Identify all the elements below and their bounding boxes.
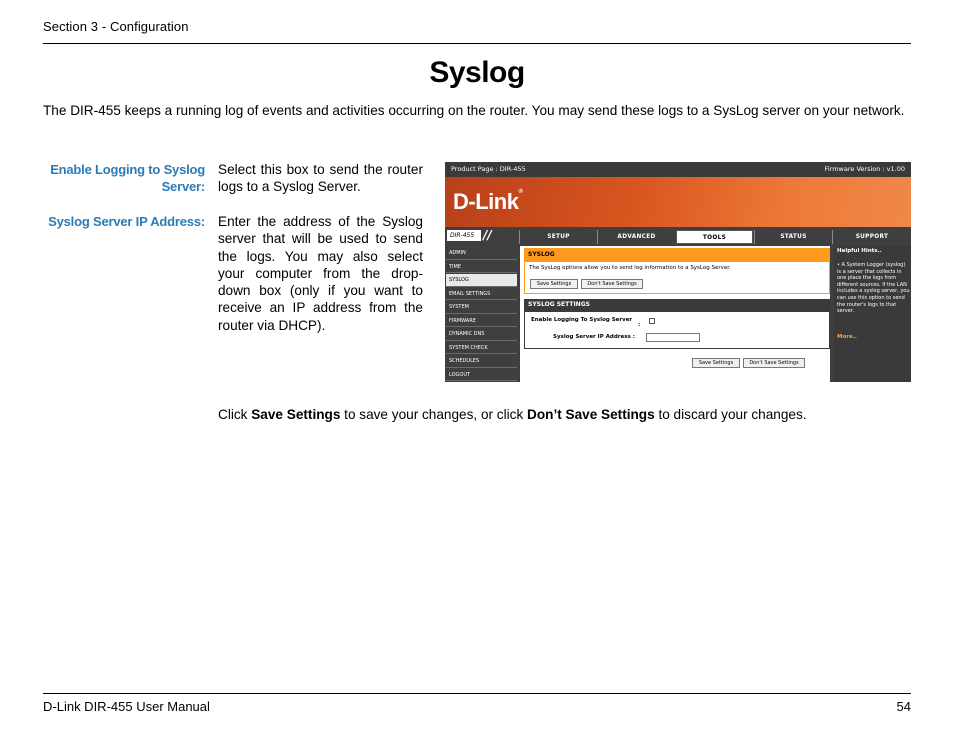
desc-syslog-ip: Enter the address of the Syslog server that will be used to send the logs. You may also select your computer from the drop-down box (only if you want to receive an IP address from the router via DHCP). xyxy=(218,214,423,333)
sidebar-item-system-check[interactable]: SYSTEM CHECK xyxy=(446,342,517,355)
firmware-version-label: Firmware Version : v1.00 xyxy=(824,165,905,173)
footer-rule xyxy=(43,693,911,694)
product-page-label: Product Page : DIR-455 xyxy=(451,165,526,173)
section-header: Section 3 - Configuration xyxy=(43,19,189,34)
save-note-save: Save Settings xyxy=(251,407,341,422)
router-help-panel xyxy=(834,246,911,382)
syslog-intro-box xyxy=(524,261,830,294)
save-note-prefix: Click xyxy=(218,407,252,422)
model-badge: DIR-455 xyxy=(447,230,481,241)
sidebar-item-dynamic-dns[interactable]: DYNAMIC DNS xyxy=(446,328,517,341)
router-nav xyxy=(445,227,911,244)
term-enable-logging: Enable Logging to Syslog Server: xyxy=(50,162,205,194)
bottom-save-settings-button[interactable]: Save Settings xyxy=(692,358,740,368)
save-note-middle: to save your changes, or click xyxy=(340,407,528,422)
help-text: • A System Logger (syslog) is a server that collects in one place the logs from different sources. If the LAN includes a syslog server, you can use this option to send the router's logs to that server. xyxy=(837,262,910,315)
router-screenshot xyxy=(445,162,911,382)
dlink-logo xyxy=(453,189,522,215)
footer-manual-title: D-Link DIR-455 User Manual xyxy=(43,699,210,714)
sidebar-item-syslog[interactable]: SYSLOG xyxy=(446,274,517,287)
router-banner xyxy=(445,177,911,227)
sidebar-item-system[interactable]: SYSTEM xyxy=(446,301,517,314)
page-title: Syslog xyxy=(429,56,525,89)
enable-logging-colon: : xyxy=(638,322,641,328)
tab-support[interactable]: SUPPORT xyxy=(832,230,911,244)
model-slash: // xyxy=(483,228,492,242)
tab-advanced[interactable]: ADVANCED xyxy=(597,230,675,244)
page-number: 54 xyxy=(896,699,911,714)
tab-tools[interactable]: TOOLS xyxy=(676,230,753,244)
syslog-ip-input[interactable] xyxy=(646,333,700,342)
top-dont-save-settings-button[interactable]: Don't Save Settings xyxy=(581,279,643,289)
router-sidebar xyxy=(445,245,517,382)
syslog-intro-text: The SysLog options allow you to send log information to a SysLog Server. xyxy=(529,265,731,271)
save-note-dont-save: Don’t Save Settings xyxy=(527,407,655,422)
help-title: Helpful Hints.. xyxy=(837,248,882,254)
syslog-box-title: SYSLOG xyxy=(524,248,830,261)
sidebar-item-logout[interactable]: LOGOUT xyxy=(446,369,517,382)
enable-logging-label: Enable Logging To Syslog Server xyxy=(531,317,633,323)
save-note xyxy=(218,407,807,422)
syslog-settings-box xyxy=(524,311,830,349)
router-main-panel xyxy=(520,246,830,382)
term-syslog-ip: Syslog Server IP Address: xyxy=(48,214,205,229)
sidebar-item-time[interactable]: TIME xyxy=(446,261,517,274)
tab-status[interactable]: STATUS xyxy=(754,230,832,244)
dlink-logo-text: D-Link xyxy=(453,189,519,214)
dlink-logo-mark: ® xyxy=(518,189,523,195)
sidebar-item-firmware[interactable]: FIRMWARE xyxy=(446,315,517,328)
top-save-settings-button[interactable]: Save Settings xyxy=(530,279,578,289)
intro-paragraph: The DIR-455 keeps a running log of events and activities occurring on the router. You may send these logs to a SysLog server on your network. xyxy=(43,103,905,118)
router-topbar xyxy=(445,162,911,177)
sidebar-item-admin[interactable]: ADMIN xyxy=(446,247,517,260)
tab-setup[interactable]: SETUP xyxy=(519,230,597,244)
bottom-dont-save-settings-button[interactable]: Don't Save Settings xyxy=(743,358,805,368)
help-more-link[interactable]: More.. xyxy=(837,334,857,340)
save-note-suffix: to discard your changes. xyxy=(654,407,807,422)
header-rule xyxy=(43,43,911,44)
enable-logging-checkbox[interactable] xyxy=(649,318,655,324)
sidebar-item-email-settings[interactable]: EMAIL SETTINGS xyxy=(446,288,517,301)
sidebar-item-schedules[interactable]: SCHEDULES xyxy=(446,355,517,368)
desc-enable-logging: Select this box to send the router logs to a Syslog Server. xyxy=(218,162,423,195)
syslog-settings-title: SYSLOG SETTINGS xyxy=(524,299,830,311)
syslog-ip-label: Syslog Server IP Address : xyxy=(553,334,635,340)
